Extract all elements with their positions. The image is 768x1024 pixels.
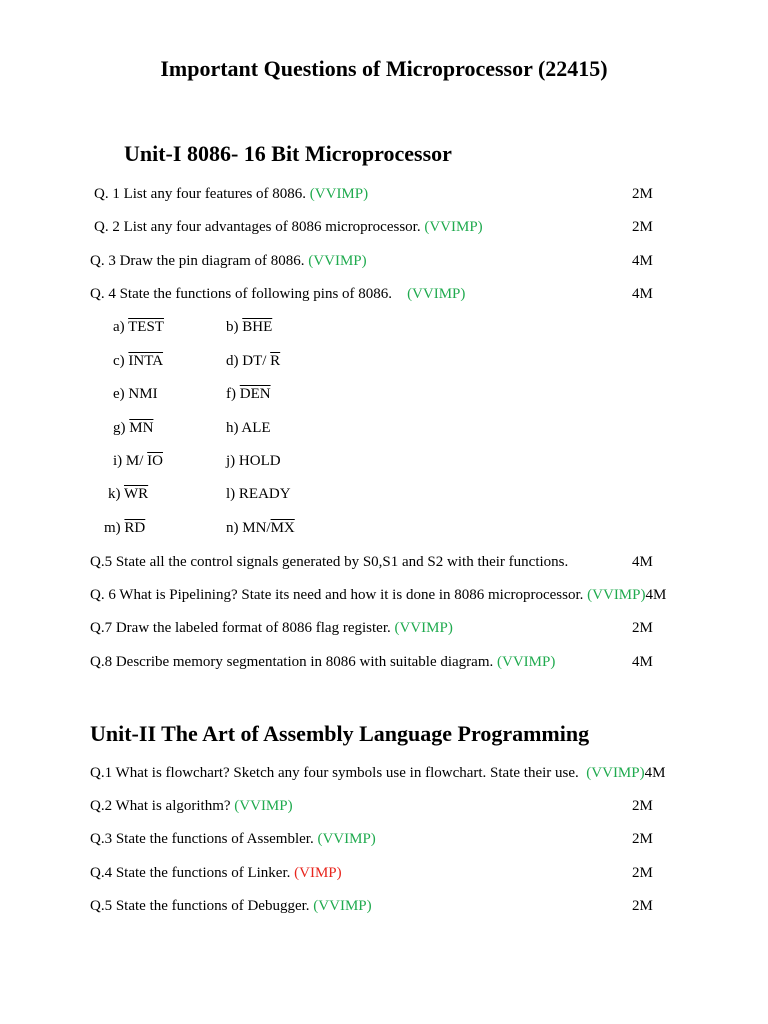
question-4	[90, 286, 465, 303]
question-1	[90, 765, 665, 782]
importance-tag: (VIMP)	[294, 865, 342, 881]
question-2	[90, 798, 293, 815]
marks: 4M	[632, 554, 653, 570]
importance-tag: (VVIMP)	[497, 654, 556, 670]
marks: 2M	[632, 831, 653, 847]
pin-c	[113, 353, 163, 370]
pin-h	[226, 420, 271, 437]
marks: 4M	[645, 587, 667, 603]
question-text: Q. 4 State the functions of following pins of 8086.	[90, 286, 408, 302]
pin-name-active-low: $\overline{MN}$	[129, 420, 154, 436]
question-7	[90, 620, 453, 637]
question-text: Q.1 What is flowchart? Sketch any four symbols use in flowchart. State their use.	[90, 765, 587, 781]
pin-label: c)	[113, 353, 129, 369]
marks: 2M	[632, 186, 653, 202]
pin-name-active-low: $\overline{IO}$	[147, 453, 163, 469]
marks: 2M	[632, 898, 653, 914]
question-text: Q.8 Describe memory segmentation in 8086 with suitable diagram.	[90, 654, 497, 670]
unit-2-heading: Unit-II The Art of Assembly Language Programming	[90, 721, 590, 746]
pin-name-active-low: INTA	[128, 353, 164, 369]
pin-name-active-low: $\overline{R}$	[270, 353, 281, 369]
pin-label: h) ALE	[226, 420, 271, 436]
pin-name-active-low: $\overline{RD}$	[124, 520, 146, 536]
unit-1-heading: Unit-I 8086- 16 Bit Microprocessor	[124, 141, 452, 166]
pin-a	[113, 319, 164, 336]
pin-label: j) HOLD	[226, 453, 281, 469]
pin-g	[113, 420, 153, 437]
importance-tag: (VVIMP)	[234, 798, 293, 814]
importance-tag: (VVIMP)	[586, 765, 645, 781]
pin-k	[108, 486, 148, 503]
importance-tag: (VVIMP)	[587, 587, 646, 603]
question-text: Q.5 State all the control signals generated by S0,S1 and S2 with their functions.	[90, 554, 569, 570]
pin-d	[226, 353, 280, 370]
question-text: Q.4 State the functions of Linker.	[90, 865, 295, 881]
importance-tag: (VVIMP)	[424, 219, 483, 235]
question-text: Q.2 What is algorithm?	[90, 798, 235, 814]
pin-label: e) NMI	[113, 386, 158, 402]
pin-b	[226, 319, 272, 336]
question-text: Q. 6 What is Pipelining? State its need and how it is done in 8086 microprocessor.	[90, 587, 588, 603]
marks: 2M	[632, 865, 653, 881]
pin-e	[113, 386, 158, 403]
question-3	[90, 831, 376, 848]
pin-label: l) READY	[226, 486, 291, 502]
marks: 2M	[632, 620, 653, 636]
pin-label: i) M/	[113, 453, 148, 469]
marks: 4M	[632, 654, 653, 670]
importance-tag: (VVIMP)	[308, 253, 367, 269]
importance-tag: (VVIMP)	[309, 186, 369, 202]
pin-name-active-low: $\overline{BHE}$	[242, 319, 273, 335]
importance-tag: (VVIMP)	[407, 286, 466, 302]
importance-tag: (VVIMP)	[313, 898, 372, 914]
question-text: Q. 3 Draw the pin diagram of 8086.	[90, 253, 309, 269]
question-text: Q. 2 List any four advantages of 8086 microprocessor.	[94, 219, 425, 235]
pin-label: g)	[113, 420, 130, 436]
question-text: Q.5 State the functions of Debugger.	[90, 898, 314, 914]
marks: 4M	[632, 253, 653, 269]
pin-n	[226, 520, 295, 537]
pin-name-active-low: TEST	[128, 319, 164, 335]
pin-i	[113, 453, 163, 470]
question-5	[90, 898, 372, 915]
question-text: Q.3 State the functions of Assembler.	[90, 831, 318, 847]
pin-f	[226, 386, 271, 403]
question-5	[90, 554, 568, 571]
marks: 4M	[632, 286, 653, 302]
question-6	[90, 587, 666, 604]
pin-label: m)	[104, 520, 125, 536]
question-2	[94, 219, 483, 236]
pin-name-active-low: $\overline{MX}$	[270, 520, 295, 536]
pin-name-active-low: $\overline{DEN}$	[239, 386, 271, 402]
page-title: Important Questions of Microprocessor (22415)	[160, 56, 608, 81]
pin-l	[226, 486, 291, 503]
question-3	[90, 253, 367, 270]
question-text: Q. 1 List any four features of 8086.	[94, 186, 310, 202]
question-4	[90, 865, 342, 882]
pin-label: d) DT/	[226, 353, 271, 369]
marks: 2M	[632, 798, 653, 814]
pin-label: b)	[226, 319, 243, 335]
pin-label: n) MN/	[226, 520, 271, 536]
pin-label: a)	[113, 319, 129, 335]
question-1	[94, 186, 368, 203]
pin-j	[226, 453, 281, 470]
importance-tag: (VVIMP)	[317, 831, 376, 847]
pin-label: k)	[108, 486, 124, 502]
pin-name-active-low: $\overline{WR}$	[123, 486, 149, 502]
question-8	[90, 654, 555, 671]
marks: 4M	[644, 765, 666, 781]
pin-m	[104, 520, 145, 537]
marks: 2M	[632, 219, 653, 235]
pin-label: f)	[226, 386, 240, 402]
question-text: Q.7 Draw the labeled format of 8086 flag register.	[90, 620, 395, 636]
importance-tag: (VVIMP)	[394, 620, 453, 636]
